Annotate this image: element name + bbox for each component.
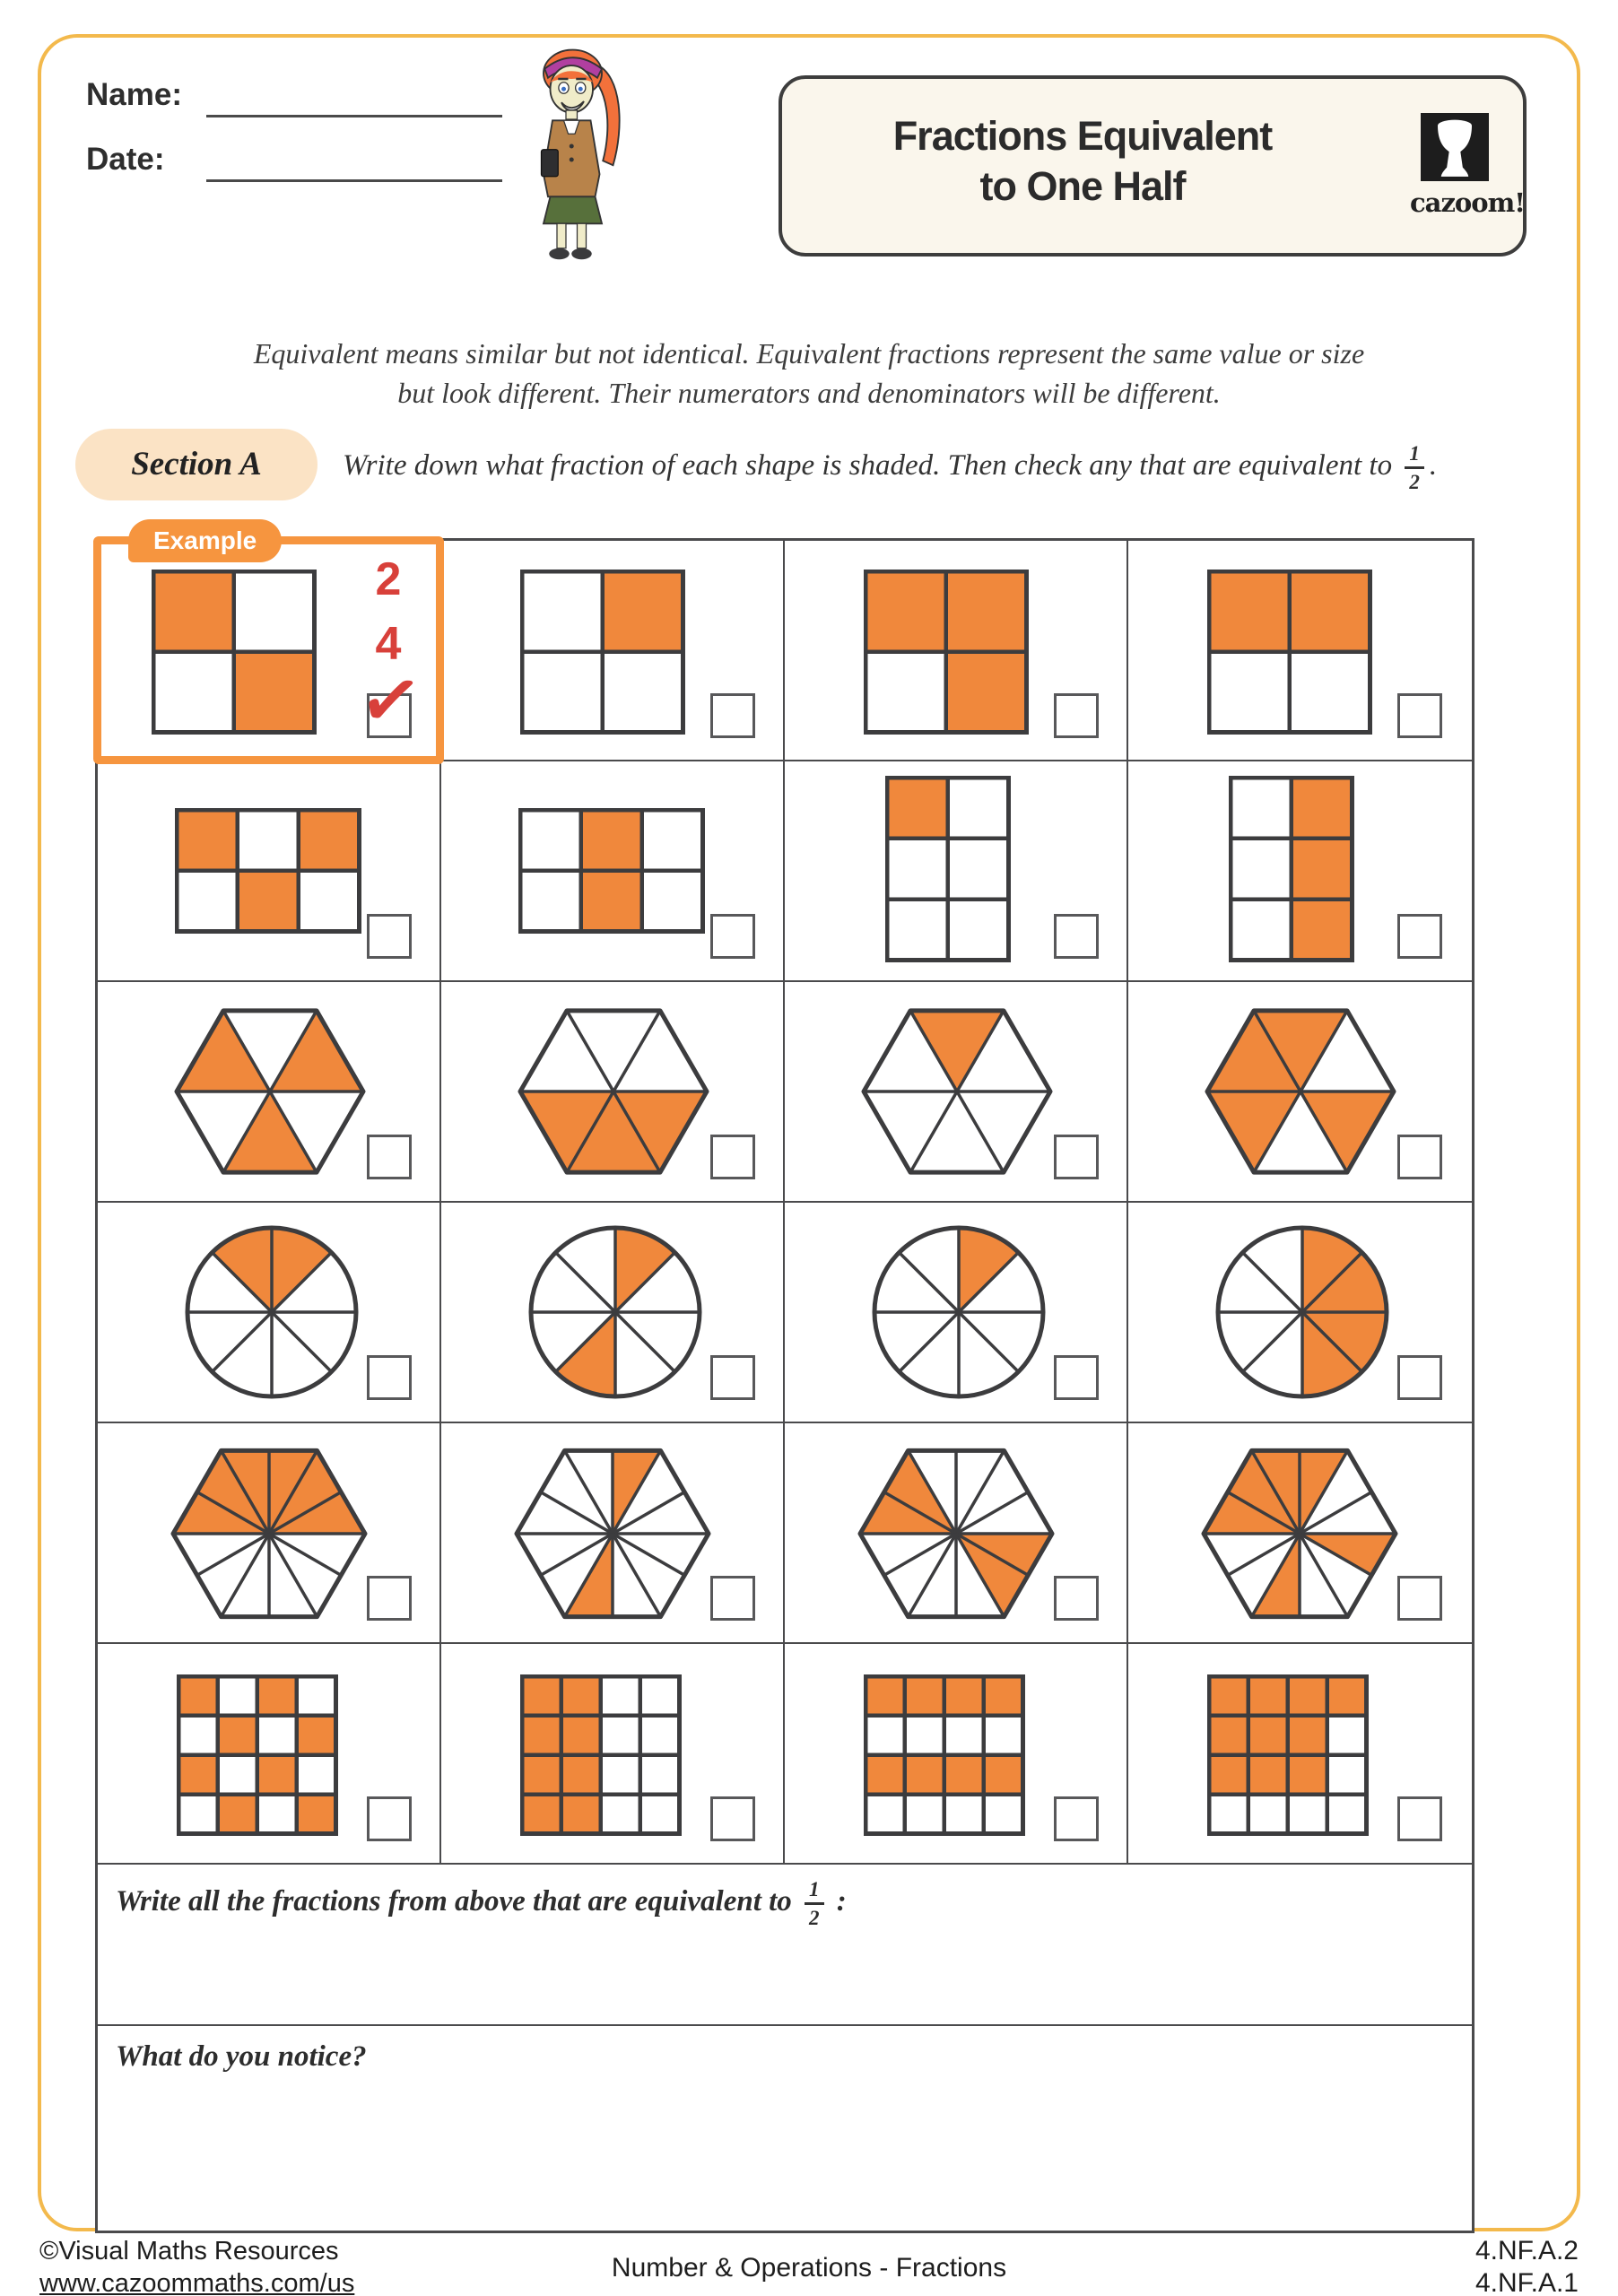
footer-topic: Number & Operations - Fractions: [611, 2253, 1007, 2283]
fraction-shape-grid-2-6: [518, 808, 707, 935]
worksheet-cell-r4c2: [441, 1203, 785, 1423]
worksheet-table: [95, 526, 1474, 2233]
equivalence-checkbox[interactable]: [367, 1796, 412, 1841]
equivalence-checkbox[interactable]: [1397, 1135, 1442, 1179]
fraction-shape-grid-3-6: [1229, 776, 1356, 964]
equivalence-checkbox[interactable]: [1054, 1135, 1099, 1179]
footer-standards: [1475, 2235, 1579, 2296]
worksheet-cell-r4c1: [98, 1203, 441, 1423]
name-input-line[interactable]: [206, 115, 502, 117]
equivalence-checkbox[interactable]: [1054, 693, 1099, 738]
fraction-shape-hex-3-6: [517, 1007, 712, 1178]
section-a-label: Section A: [75, 429, 318, 500]
fraction-shape-grid-8-16: [177, 1674, 340, 1838]
equivalence-checkbox[interactable]: [710, 1135, 755, 1179]
title-line-1: Fractions Equivalent: [892, 113, 1273, 159]
one-half-fraction: $\frac{1}{2}$: [1405, 443, 1424, 492]
one-half-fraction: $\frac{1}{2}$: [805, 1879, 824, 1928]
equivalence-checkbox[interactable]: [710, 693, 755, 738]
fraction-shape-hex-2-12: [513, 1447, 714, 1622]
equivalence-checkbox[interactable]: [710, 1576, 755, 1621]
worksheet-cell-r3c3: [785, 982, 1128, 1203]
worksheet-cell-r5c1: [98, 1423, 441, 1644]
date-label: Date:: [86, 142, 165, 177]
fraction-shape-grid-1-4: [520, 570, 687, 736]
fraction-shape-circle-4-8: [1214, 1224, 1392, 1402]
date-input-line[interactable]: [206, 179, 502, 182]
worksheet-cell-r2c4: [1128, 761, 1472, 982]
website-link[interactable]: www.cazoommaths.com/us: [39, 2269, 355, 2296]
worksheet-cell-r3c4: [1128, 982, 1472, 1203]
answer-box-notice[interactable]: [98, 2026, 1472, 2231]
worksheet-cell-r1c1: [98, 526, 441, 761]
equivalence-checkbox[interactable]: [1054, 1796, 1099, 1841]
worksheet-cell-r6c2: [441, 1644, 785, 1865]
fraction-shape-grid-3-4: [864, 570, 1031, 736]
intro-line-2: but look different. Their numerators and denominators will be different.: [397, 377, 1221, 409]
standard-code-2: 4.NF.A.1: [1474, 2268, 1579, 2296]
worksheet-cell-r6c3: [785, 1644, 1128, 1865]
fraction-shape-hex-6-12: [1200, 1447, 1401, 1622]
worksheet-cell-r1c4: [1128, 541, 1472, 761]
fraction-shape-grid-2-4: [152, 570, 318, 736]
skirt: [544, 196, 602, 223]
standard-code-1: 4.NF.A.2: [1474, 2236, 1579, 2266]
equivalence-checkbox[interactable]: [367, 1576, 412, 1621]
equivalence-checkbox[interactable]: [710, 914, 755, 959]
section-a-instruction: Write down what fraction of each shape is shaded. Then check any that are equivalent to $\frac{1}{2}$ .: [343, 442, 1438, 493]
equivalence-checkbox[interactable]: [367, 1355, 412, 1400]
worksheet-cell-r3c2: [441, 982, 785, 1203]
intro-paragraph: [108, 334, 1510, 413]
worksheet-cell-r5c2: [441, 1423, 785, 1644]
worksheet-cell-r4c3: [785, 1203, 1128, 1423]
fraction-shape-grid-8-16: [520, 1674, 683, 1838]
answer-box-equivalent[interactable]: [98, 1865, 1472, 2026]
check-icon: ✓: [354, 656, 427, 746]
equivalence-checkbox[interactable]: [1397, 693, 1442, 738]
equivalence-checkbox[interactable]: [1397, 914, 1442, 959]
worksheet-cell-r5c3: [785, 1423, 1128, 1644]
fraction-shape-grid-3-6: [175, 808, 363, 935]
equivalence-checkbox[interactable]: [1397, 1796, 1442, 1841]
fraction-shape-circle-2-8: [527, 1224, 705, 1402]
worksheet-cell-r6c4: [1128, 1644, 1472, 1865]
title-box: [779, 75, 1527, 257]
fraction-shape-hex-1-6: [860, 1007, 1056, 1178]
worksheet-cell-r2c3: [785, 761, 1128, 982]
name-label: Name:: [86, 77, 182, 112]
worksheet-cell-r1c3: [785, 541, 1128, 761]
worksheet-cell-r5c4: [1128, 1423, 1472, 1644]
fraction-shape-grid-2-4: [1207, 570, 1374, 736]
worksheet-cell-r6c1: [98, 1644, 441, 1865]
cazoom-logo: [1410, 113, 1526, 218]
worksheet-cell-r1c2: [441, 541, 785, 761]
drum-icon: [1421, 113, 1489, 181]
intro-line-1: Equivalent means similar but not identical. Equivalent fractions represent the same value or size: [253, 337, 1365, 370]
copyright-text: ©Visual Maths Resources: [39, 2237, 339, 2266]
worksheet-title: [791, 111, 1374, 212]
q1-prompt: Write all the fractions from above that are equivalent to $\frac{1}{2}$ :: [116, 1878, 847, 1929]
worksheet-cell-r4c4: [1128, 1203, 1472, 1423]
equivalence-checkbox[interactable]: [1397, 1355, 1442, 1400]
fraction-shape-circle-2-8: [184, 1224, 361, 1402]
fraction-shape-grid-8-16: [864, 1674, 1027, 1838]
book: [542, 150, 559, 177]
equivalence-checkbox[interactable]: [367, 1135, 412, 1179]
equivalence-checkbox[interactable]: [710, 1355, 755, 1400]
fraction-shape-hex-4-12: [857, 1447, 1057, 1622]
instruction-text: Write down what fraction of each shape is shaded. Then check any that are equivalent to: [343, 449, 1393, 483]
fraction-shape-grid-1-6: [885, 776, 1013, 964]
title-line-2: to One Half: [979, 163, 1186, 209]
fraction-shape-grid-10-16: [1207, 1674, 1370, 1838]
equivalence-checkbox[interactable]: [1054, 1576, 1099, 1621]
fraction-shape-hex-4-6: [1204, 1007, 1399, 1178]
equivalence-checkbox[interactable]: [1054, 914, 1099, 959]
example-tab-label: Example: [128, 519, 282, 562]
fraction-shape-circle-1-8: [871, 1224, 1048, 1402]
mascot-girl-illustration: [508, 39, 642, 262]
q2-prompt: What do you notice?: [116, 2040, 367, 2073]
equivalence-checkbox[interactable]: [710, 1796, 755, 1841]
worksheet-cell-r3c1: [98, 982, 441, 1203]
fraction-shape-hex-6-12: [170, 1447, 370, 1622]
logo-text: cazoom!: [1410, 187, 1526, 218]
example-answer-fraction: 2 4: [375, 553, 402, 670]
equivalence-checkbox[interactable]: [367, 914, 412, 959]
worksheet-cell-r2c2: [441, 761, 785, 982]
worksheet-cell-r2c1: [98, 761, 441, 982]
fraction-shape-hex-3-6: [173, 1007, 369, 1178]
equivalence-checkbox[interactable]: [1397, 1576, 1442, 1621]
equivalence-checkbox[interactable]: [1054, 1355, 1099, 1400]
